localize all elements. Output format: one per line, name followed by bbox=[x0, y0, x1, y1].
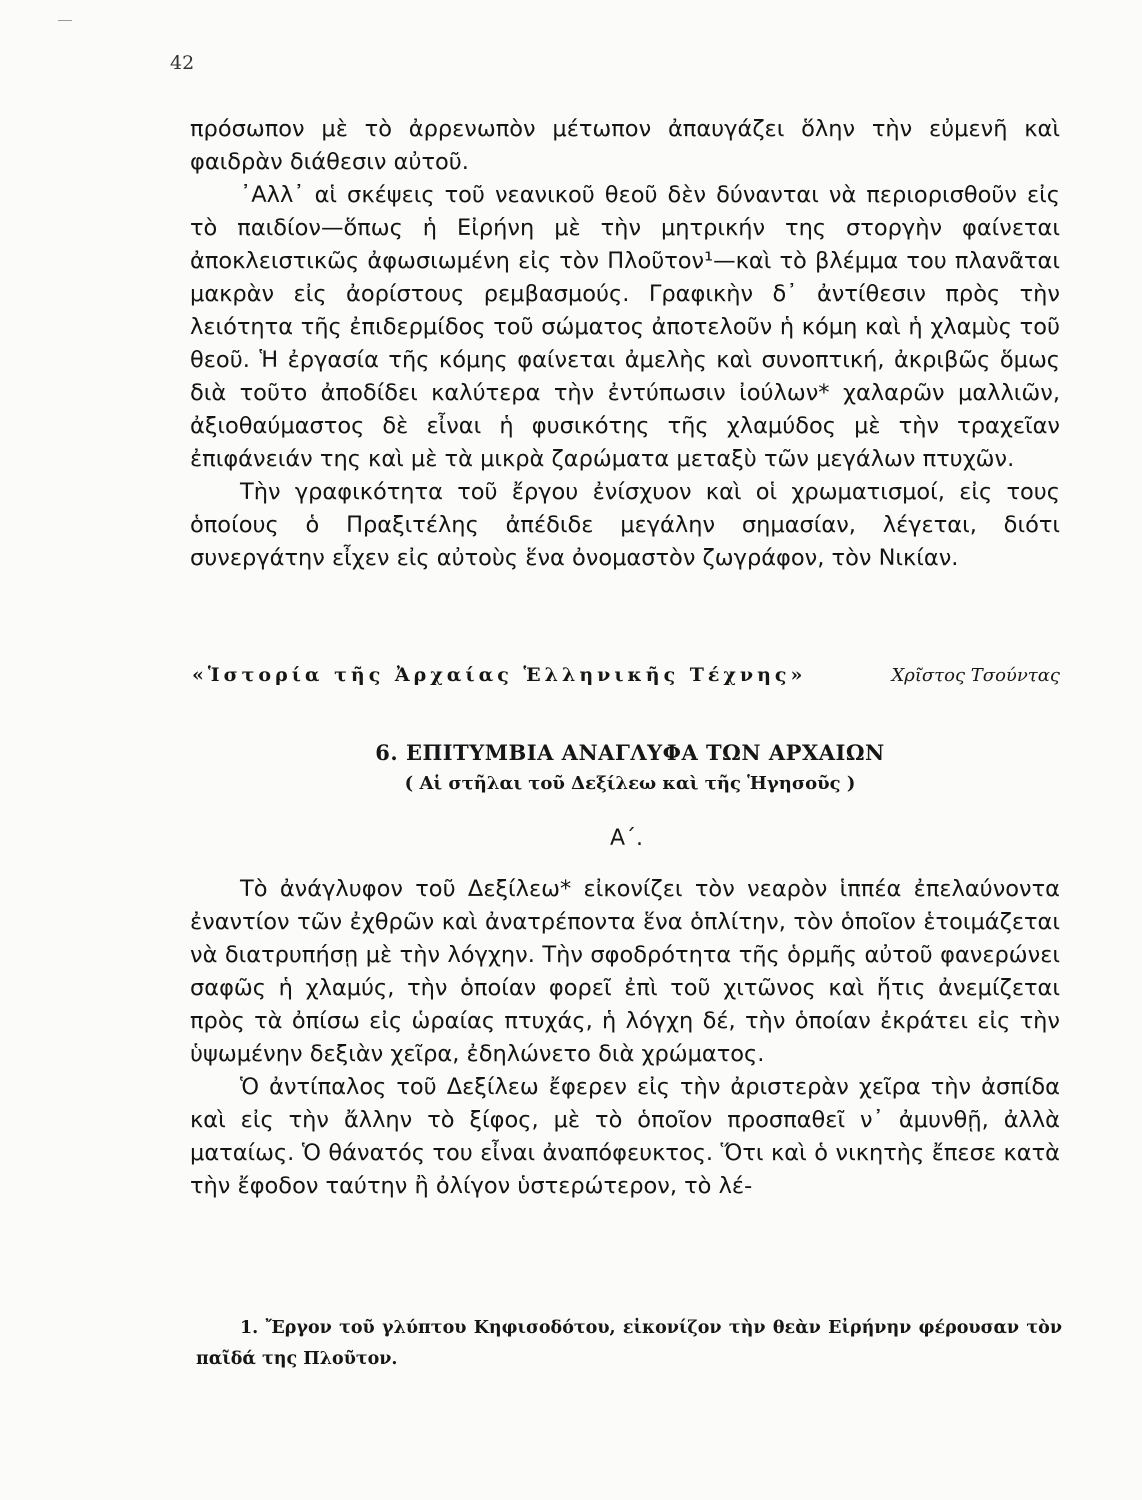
section-subtitle: ( Αἱ στῆλαι τοῦ Δεξίλεω καὶ τῆς Ἡγησοῦς ) bbox=[404, 773, 856, 794]
paragraph: Τὴν γραφικότητα τοῦ ἔργου ἐνίσχυον καὶ οἱ χρωματισμοί, εἰς τους ὁποίους ὁ Πραξιτέλης ἀπέδιδε μεγάλην σημασίαν, λέγεται, διότι συνεργάτην εἶχεν εἰς αὐτοὺς ἕνα ὀνομαστὸν ζωγράφον, τὸν Νικίαν. bbox=[190, 479, 1060, 571]
text-block-bottom bbox=[190, 873, 1060, 1203]
citation-author: Χρῖστος Τσούντας bbox=[891, 665, 1060, 686]
text-block-top bbox=[190, 113, 1060, 575]
footnote-text: Ἔργον τοῦ γλύπτου Κηφισοδότου, εἰκονίζον τὴν θεὰν Εἰρήνην φέρουσαν τὸν παῖδά της Πλοῦτον. bbox=[196, 1318, 1063, 1369]
scan-mark bbox=[58, 20, 72, 21]
paragraph: Ὁ ἀντίπαλος τοῦ Δεξίλεω ἔφερεν εἰς τὴν ἀριστερὰν χεῖρα τὴν ἀσπίδα καὶ εἰς τὴν ἄλλην τὸ ξίφος, μὲ τὸ ὁποῖον προσπαθεῖ ν᾽ ἀμυνθῇ, ἀλλὰ ματαίως. Ὁ θάνατός του εἶναι ἀναπόφευκτος. Ὅτι καὶ ὁ νικητὴς ἔπεσε κατὰ τὴν ἔφοδον ταύτην ἢ ὀλίγον ὑστερώτερον, τὸ λέ- bbox=[190, 1074, 1060, 1199]
page-number: 42 bbox=[170, 52, 195, 74]
section-title: 6. ΕΠΙΤΥΜΒΙΑ ΑΝΑΓΛΥΦΑ ΤΩΝ ΑΡΧΑΙΩΝ bbox=[375, 740, 885, 765]
paragraph: Τὸ ἀνάγλυφον τοῦ Δεξίλεω* εἰκονίζει τὸν νεαρὸν ἱππέα ἐπελαύνοντα ἐναντίον τῶν ἐχθρῶν καὶ ἀνατρέποντα ἕνα ὁπλίτην, τὸν ὁποῖον ἑτοιμάζεται νὰ διατρυπήσῃ μὲ τὴν λόγχην. Τὴν σφοδρότητα τῆς ὁρμῆς αὐτοῦ φανερώνει σαφῶς ἡ χλαμύς, τὴν ὁποίαν φορεῖ ἐπὶ τοῦ χιτῶνος καὶ ἥτις ἀνεμίζεται πρὸς τὰ ὀπίσω εἰς ὡραίας πτυχάς, ἡ λόγχη δέ, τὴν ὁποίαν ἐκράτει εἰς τὴν ὑψωμένην δεξιὰν χεῖρα, ἐδηλώνετο διὰ χρώματος. bbox=[190, 876, 1060, 1067]
footnote-number: 1. bbox=[240, 1318, 259, 1338]
citation bbox=[192, 664, 1060, 686]
paragraph: πρόσωπον μὲ τὸ ἀρρενωπὸν μέτωπον ἀπαυγάζει ὅλην τὴν εὐμενῆ καὶ φαιδρὰν διάθεσιν αὐτοῦ. bbox=[190, 116, 1060, 175]
part-marker: Α΄. bbox=[610, 826, 644, 851]
paragraph: ᾽Αλλ᾽ αἱ σκέψεις τοῦ νεανικοῦ θεοῦ δὲν δύνανται νὰ περιορισθοῦν εἰς τὸ παιδίον—ὅπως ἡ Εἰρήνη μὲ τὴν μητρικήν της στοργὴν φαίνεται ἀποκλειστικῶς ἀφωσιωμένη εἰς τὸν Πλοῦτον¹—καὶ τὸ βλέμμα του πλανᾶται μακρὰν εἰς ἀορίστους ρεμβασμούς. Γραφικὴν δ᾽ ἀντίθεσιν πρὸς τὴν λειότητα τῆς ἐπιδερμίδος τοῦ σώματος ἀποτελοῦν ἡ κόμη καὶ ἡ χλαμὺς τοῦ θεοῦ. Ἡ ἐργασία τῆς κόμης φαίνεται ἀμελὴς καὶ συνοπτική, ἀκριβῶς ὅμως διὰ τοῦτο ἀποδίδει καλύτερα τὴν ἐντύπωσιν ἰούλων* χαλαρῶν μαλλιῶν, ἀξιοθαύμαστος δὲ εἶναι ἡ φυσικότης τῆς χλαμύδος μὲ τὴν τραχεῖαν ἐπιφάνειάν της καὶ μὲ τὰ μικρὰ ζαρώματα μεταξὺ τῶν μεγάλων πτυχῶν. bbox=[190, 182, 1060, 472]
footnote bbox=[196, 1313, 1062, 1375]
citation-book-title: «Ἱστορία τῆς Ἀρχαίας Ἑλληνικῆς Τέχνης» bbox=[192, 664, 807, 686]
